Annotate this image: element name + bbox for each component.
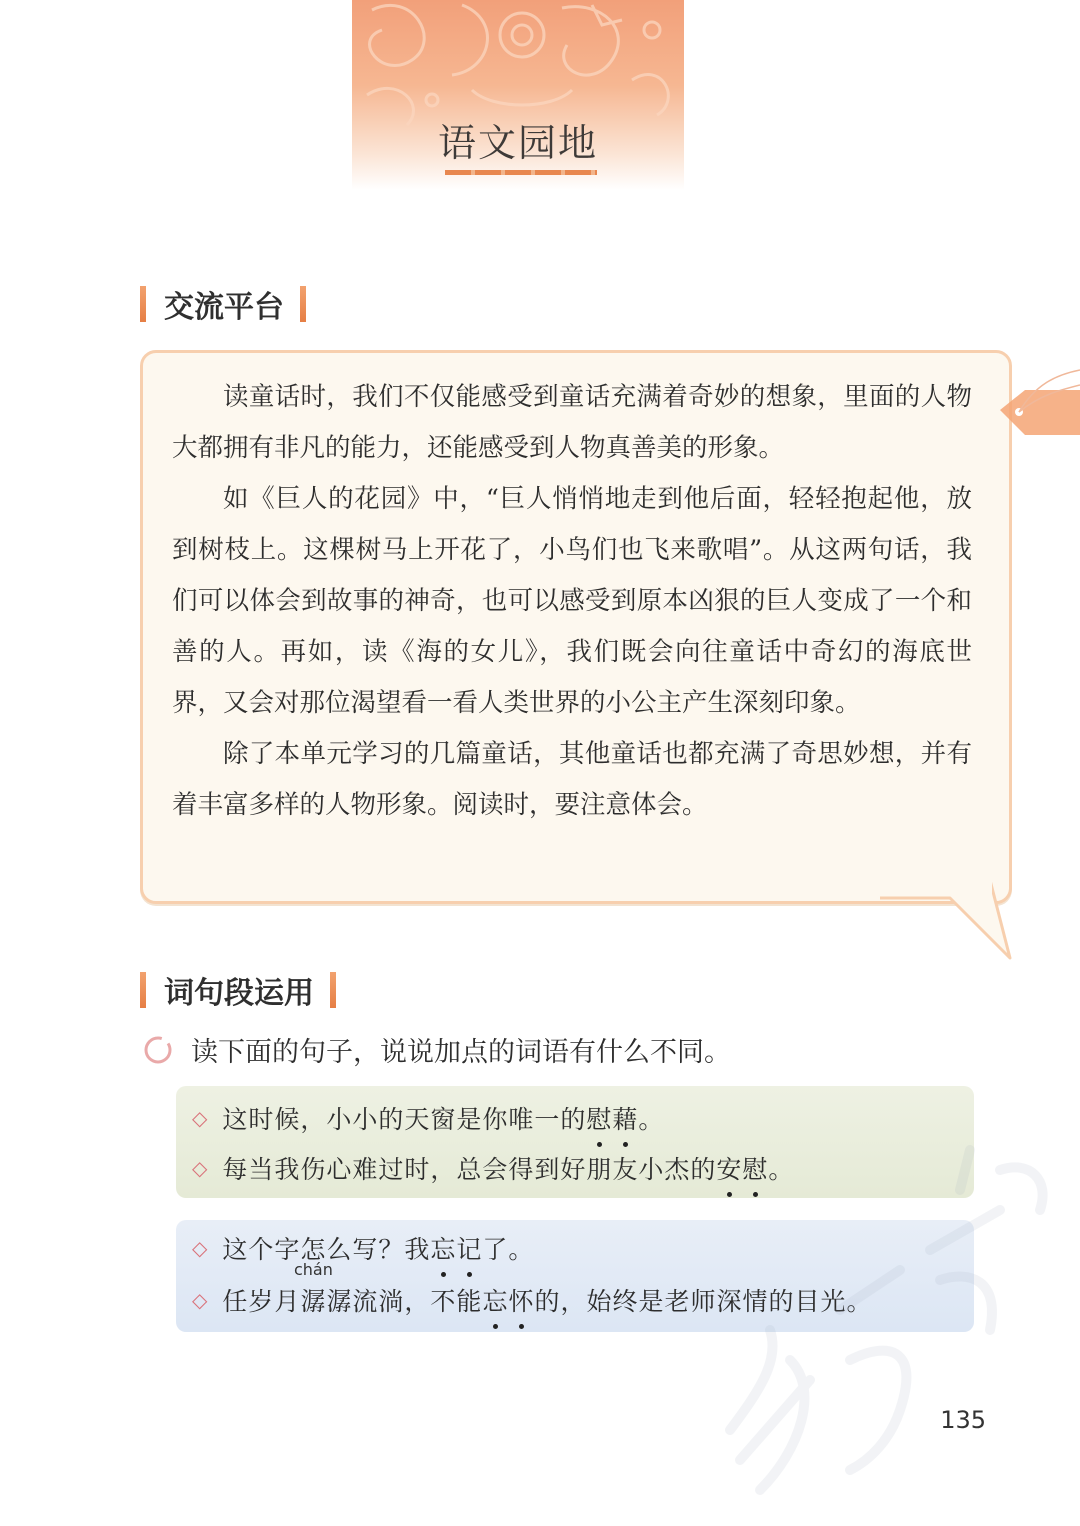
annotated-char: 潺 [300, 1287, 327, 1316]
section-title: 交流平台 [164, 290, 284, 325]
section-heading-word-usage [140, 968, 336, 1012]
emphasis-dots [430, 1272, 482, 1278]
diamond-icon: ◇ [192, 1106, 209, 1130]
dotted-word-text: 忘记 [430, 1235, 483, 1264]
watermark-logo [700, 1130, 1080, 1526]
heading-bar-right [300, 286, 306, 322]
sentence-text: 这时候，小小的天窗是你唯一的 [222, 1105, 587, 1134]
diamond-icon: ◇ [192, 1288, 209, 1312]
emphasis-dots [482, 1324, 534, 1330]
sentence-text: 了。 [482, 1235, 535, 1264]
sentence-text: 任岁月 [222, 1287, 301, 1316]
section-heading-exchange [140, 282, 306, 326]
sentence-text: 的，始终是老师深情的目光。 [534, 1287, 873, 1316]
dotted-word [482, 1282, 534, 1318]
heading-bar-left [140, 286, 146, 322]
pinyin-annotated-char [293, 1260, 333, 1318]
bubble-tail [860, 880, 1020, 960]
emphasis-dots [586, 1142, 638, 1148]
diamond-icon: ◇ [192, 1236, 209, 1260]
example-sentence [192, 1230, 534, 1266]
sentence-text: 。 [638, 1105, 665, 1134]
bookmark-tag-icon [995, 365, 1080, 465]
bubble-paragraph: 除了本单元学习的几篇童话，其他童话也都充满了奇思妙想，并有着丰富多样的人物形象。阅读时，要注意体会。 [172, 739, 972, 820]
sentence-text: 这个字怎么写？我 [222, 1235, 431, 1264]
dotted-word [586, 1100, 638, 1136]
bubble-text [172, 372, 972, 831]
dotted-word-text: 安慰 [716, 1155, 769, 1184]
heading-bar-left [140, 972, 146, 1008]
sentence-text: 每当我伤心难过时，总会得到好朋友小杰的 [222, 1155, 717, 1184]
circle-bullet-icon [143, 1035, 173, 1065]
exchange-speech-bubble [140, 350, 1010, 960]
dotted-word [430, 1230, 482, 1266]
bubble-paragraph: 读童话时，我们不仅能感受到童话充满着奇妙的想象，里面的人物大都拥有非凡的能力，还能感受到人物真善美的形象。 [172, 382, 972, 463]
title-underline [445, 170, 597, 175]
example-sentence [192, 1100, 664, 1136]
section-title: 词句段运用 [164, 976, 314, 1011]
sentence-text: 潺流淌，不能 [326, 1287, 483, 1316]
heading-bar-right [330, 972, 336, 1008]
unit-banner [352, 0, 684, 190]
pinyin-label: chán [293, 1260, 333, 1279]
bubble-paragraph: 如《巨人的花园》中，“巨人悄悄地走到他后面，轻轻抱起他，放到树枝上。这棵树马上开花了，小鸟们也飞来歌唱”。从这两句话，我们可以体会到故事的神奇，也可以感受到原本凶狠的巨人变成了一个和善的人。再如，读《海的女儿》，我们既会向往童话中奇幻的海底世界，又会对那位渴望看一看人类世界的小公主产生深刻印象。 [172, 484, 972, 718]
page-number: 135 [940, 1406, 986, 1434]
dotted-word-text: 忘怀 [482, 1287, 535, 1316]
unit-title: 语文园地 [437, 121, 598, 165]
exercise-instruction: 读下面的句子，说说加点的词语有什么不同。 [191, 1037, 731, 1068]
dotted-word-text: 慰藉 [586, 1105, 639, 1134]
exercise-item [143, 1030, 731, 1069]
diamond-icon: ◇ [192, 1156, 209, 1180]
sentence-text: 。 [768, 1155, 795, 1184]
